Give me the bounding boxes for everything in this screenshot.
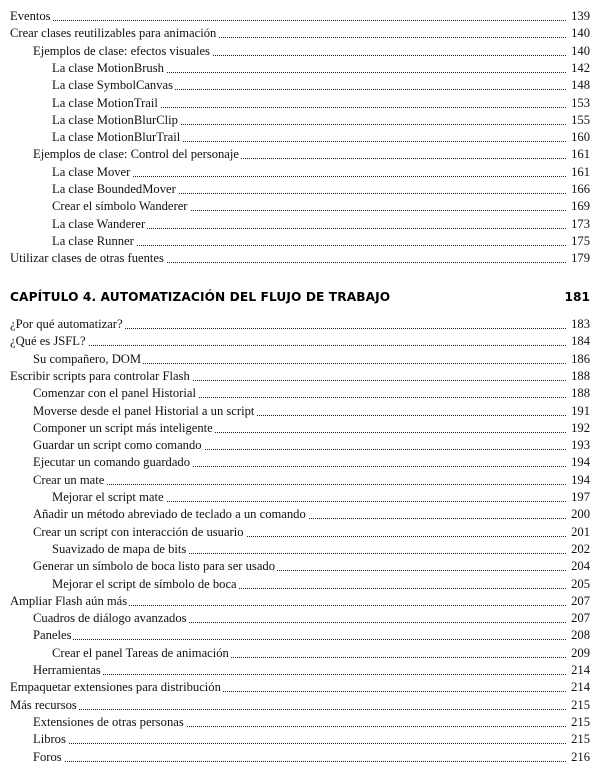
- toc-entry-title: Crear un script con interacción de usuario: [33, 524, 244, 539]
- toc-entry: [0, 163, 600, 181]
- toc-entry: [0, 730, 600, 748]
- toc-entry-title: Libros: [33, 732, 66, 747]
- toc-entry: [0, 471, 600, 489]
- toc-page-number: 192: [571, 420, 590, 435]
- toc-entry: [0, 24, 600, 42]
- toc-entry-title: Ejecutar un comando guardado: [33, 455, 191, 470]
- toc-entry: [0, 661, 600, 679]
- toc-page-number: 161: [571, 147, 590, 162]
- toc-entry: [0, 678, 600, 696]
- toc-page-number: 193: [571, 438, 590, 453]
- toc-entry: [0, 384, 600, 402]
- toc-entry: [0, 42, 600, 60]
- toc-entry-title: Comenzar con el panel Historial: [33, 386, 196, 401]
- toc-entry: [0, 453, 600, 471]
- toc-entry: [0, 696, 600, 714]
- toc-page-number: 166: [571, 182, 590, 196]
- toc-page-number: 148: [571, 78, 590, 93]
- toc-leader-dots: [14, 708, 566, 710]
- toc-page-number: 205: [571, 576, 590, 591]
- toc-page-number: 160: [571, 130, 590, 145]
- toc-entry-title: Ejemplos de clase: Control del personaje: [33, 147, 239, 162]
- toc-page-number: 139: [571, 9, 590, 23]
- toc-entry: [0, 402, 600, 420]
- toc-entry: [0, 748, 600, 766]
- toc-entry: [0, 713, 600, 731]
- toc-entry: [0, 644, 600, 662]
- toc-page-number: 175: [571, 233, 590, 248]
- toc-entry-title: Mejorar el script mate: [52, 490, 164, 504]
- toc-entry: [0, 350, 600, 368]
- toc-leader-dots: [37, 760, 566, 762]
- toc-entry: [0, 180, 600, 198]
- toc-page-number: 140: [571, 26, 590, 41]
- toc-page-number: 201: [571, 524, 590, 539]
- toc-entry-title: La clase MotionBlurClip: [52, 112, 178, 127]
- toc-entry-title: Extensiones de otras personas: [33, 714, 184, 729]
- toc-entry-title: La clase MotionTrail: [52, 95, 158, 110]
- toc-page-number: 214: [571, 680, 590, 695]
- toc-page-number: 207: [571, 593, 590, 608]
- toc-page-number: 204: [571, 559, 590, 574]
- toc-page-number: 153: [571, 95, 590, 110]
- toc-entry: [0, 7, 600, 25]
- toc-entry-title: Crear un mate: [33, 472, 105, 487]
- toc-page-number: 200: [571, 507, 590, 522]
- toc-entry-title: La clase Wanderer: [52, 216, 146, 231]
- toc-page-number: 197: [571, 490, 590, 504]
- toc-page-number: 142: [571, 60, 590, 75]
- toc-page-number: 184: [571, 334, 590, 349]
- toc-page-number: 191: [571, 403, 590, 418]
- toc-page-number: 215: [571, 732, 590, 747]
- toc-entry-title: Eventos: [10, 9, 51, 23]
- toc-page-number: 179: [571, 251, 590, 266]
- toc-page-number: 169: [571, 199, 590, 214]
- toc-entry: [0, 145, 600, 163]
- toc-entry: [0, 215, 600, 233]
- toc-entry: [0, 436, 600, 454]
- toc-entry-title: Guardar un script como comando: [33, 438, 202, 453]
- toc-page-number: 215: [571, 714, 590, 729]
- toc-leader-dots: [37, 673, 566, 675]
- toc-entry-title: Mejorar el script de símbolo de boca: [52, 576, 237, 591]
- toc-entry: [0, 557, 600, 575]
- toc-entry: [0, 505, 600, 523]
- toc-leader-dots: [37, 638, 566, 640]
- toc-entry: [0, 575, 600, 593]
- toc-page-number: 188: [571, 386, 590, 401]
- toc-entry: [0, 540, 600, 558]
- chapter-page-number: 181: [563, 286, 590, 308]
- toc-entry: [0, 419, 600, 437]
- toc-page-number: 186: [571, 351, 590, 366]
- toc-page-number: 194: [571, 472, 590, 487]
- toc-entry: [0, 197, 600, 215]
- toc-entry: [0, 609, 600, 627]
- toc-page-number: 215: [571, 697, 590, 712]
- toc-page-number: 209: [571, 645, 590, 660]
- toc-page-number: 214: [571, 663, 590, 677]
- toc-page-number: 207: [571, 611, 590, 626]
- toc-page-number: 183: [571, 317, 590, 331]
- toc-leader-dots: [14, 344, 566, 346]
- toc-entry-title: Utilizar clases de otras fuentes: [10, 251, 164, 266]
- toc-page-number: 188: [571, 368, 590, 383]
- toc-entry-title: La clase BoundedMover: [52, 182, 176, 196]
- toc-entry-title: Herramientas: [33, 663, 101, 677]
- toc-entry-title: Moverse desde el panel Historial a un script: [33, 403, 255, 418]
- toc-entry: [0, 592, 600, 610]
- toc-entry-title: Foros: [33, 749, 62, 764]
- toc-entry-title: Cuadros de diálogo avanzados: [33, 611, 187, 626]
- toc-entry: [0, 488, 600, 506]
- toc-entry-title: La clase Runner: [52, 233, 134, 248]
- toc-page-number: 208: [571, 628, 590, 643]
- toc-entry-title: Suavizado de mapa de bits: [52, 541, 187, 556]
- toc-entry-title: Crear clases reutilizables para animación: [10, 26, 217, 41]
- toc-entry-title: ¿Por qué automatizar?: [10, 317, 123, 331]
- toc-entry: [0, 232, 600, 250]
- toc-entry-title: La clase SymbolCanvas: [52, 78, 174, 93]
- toc-page-number: 216: [571, 749, 590, 764]
- toc-entry-title: Más recursos: [10, 697, 77, 712]
- toc-entry: [0, 367, 600, 385]
- toc-page-number: 155: [571, 112, 590, 127]
- toc-page-number: 202: [571, 541, 590, 556]
- toc-entry-title: Ampliar Flash aún más: [10, 593, 128, 608]
- toc-entry: [0, 111, 600, 129]
- toc-entry-title: Ejemplos de clase: efectos visuales: [33, 43, 210, 58]
- toc-leader-dots: [14, 19, 566, 21]
- toc-entry: [0, 315, 600, 333]
- toc-entry-title: La clase MotionBrush: [52, 60, 164, 75]
- toc-entry-title: La clase Mover: [52, 164, 131, 179]
- toc-page-number: 173: [571, 216, 590, 231]
- chapter-title: CAPÍTULO 4. AUTOMATIZACIÓN DEL FLUJO DE TRABAJO: [10, 286, 392, 308]
- toc-page-number: 194: [571, 455, 590, 470]
- toc-leader-dots: [56, 175, 566, 177]
- toc-entry: [0, 332, 600, 350]
- toc-entry-title: Crear el símbolo Wanderer: [52, 199, 188, 214]
- toc-entry: [0, 59, 600, 77]
- toc-entry: [0, 249, 600, 267]
- toc-entry-title: Escribir scripts para controlar Flash: [10, 368, 190, 383]
- toc-entry-title: Empaquetar extensiones para distribución: [10, 680, 221, 695]
- toc-entry: [0, 94, 600, 112]
- toc-entry-title: Añadir un método abreviado de teclado a un comando: [33, 507, 306, 522]
- toc-entry: [0, 626, 600, 644]
- toc-entry-title: Paneles: [33, 628, 72, 643]
- toc-entry-title: Generar un símbolo de boca listo para ser usado: [33, 559, 276, 574]
- toc-leader-dots: [37, 483, 566, 485]
- toc-entry: [0, 523, 600, 541]
- toc-leader-dots: [37, 742, 566, 744]
- toc-entry-title: Componer un script más inteligente: [33, 420, 213, 435]
- toc-entry-title: Su compañero, DOM: [33, 351, 142, 366]
- toc-entry-title: La clase MotionBlurTrail: [52, 130, 181, 145]
- toc-entry-title: Crear el panel Tareas de animación: [52, 645, 229, 660]
- toc-page-number: 140: [571, 43, 590, 58]
- toc-entry: [0, 128, 600, 146]
- toc-page-number: 161: [571, 164, 590, 179]
- toc-entry-title: ¿Qué es JSFL?: [10, 334, 86, 349]
- toc-entry: [0, 76, 600, 94]
- chapter-heading: [0, 286, 600, 308]
